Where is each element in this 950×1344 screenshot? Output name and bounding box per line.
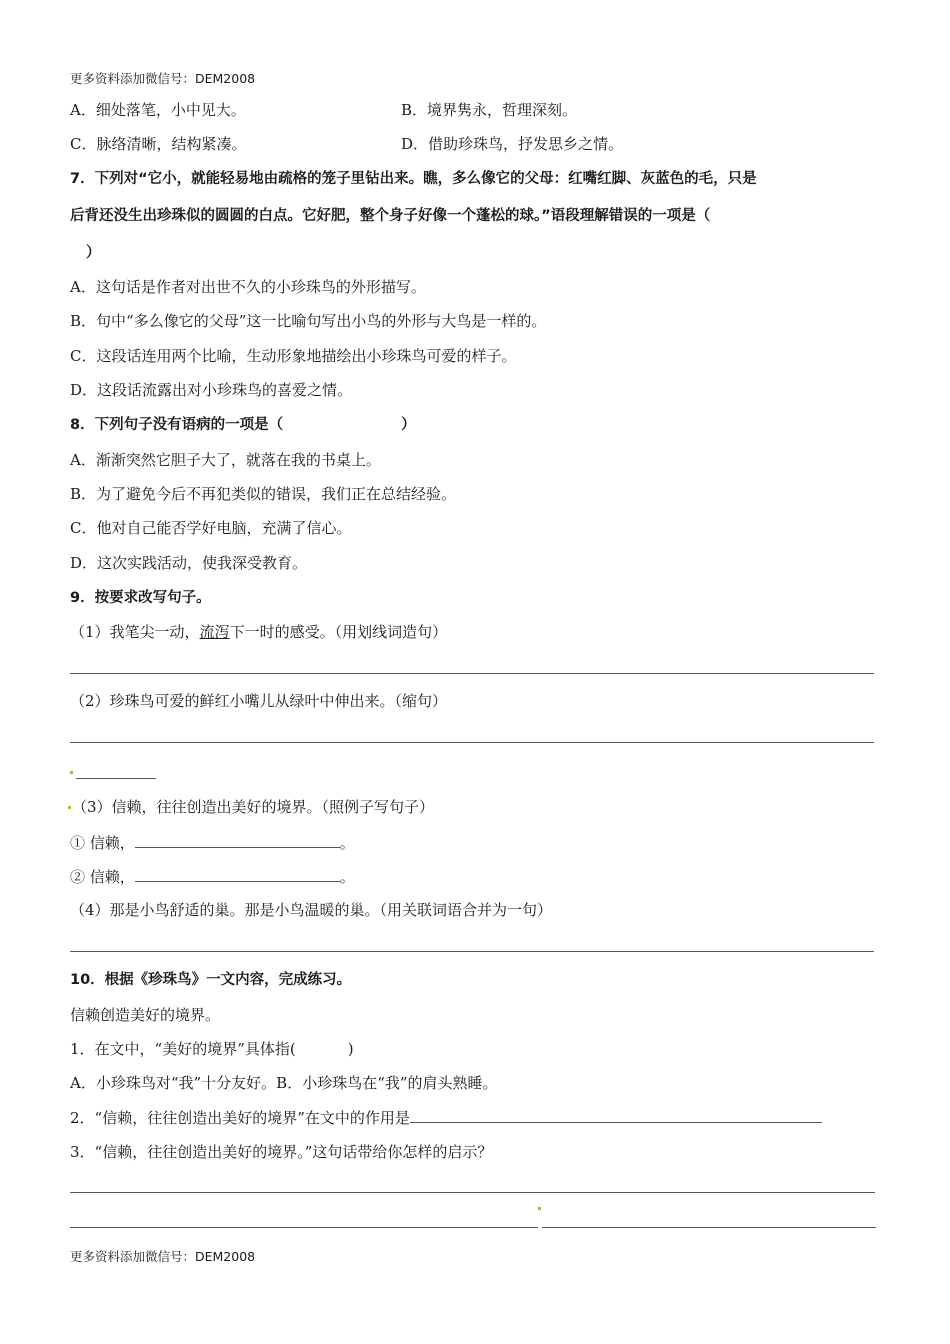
marker-dot	[538, 1207, 541, 1210]
q9-s3-a-period: 。	[339, 834, 355, 852]
q8-stem	[70, 415, 416, 435]
q10-stem: 10．根据《珍珠鸟》一文内容，完成练习。	[70, 972, 352, 988]
short-rule	[76, 778, 156, 779]
q7-stem-line2: 后背还没生出珍珠似的圆圆的白点。它好肥，整个身子好像一个蓬松的球。”语段理解错误的一项是（	[70, 208, 711, 224]
page-footer: 更多资料添加微信号：DEM2008	[70, 1249, 256, 1264]
q9-s1-underlined-word: 流泻	[199, 623, 230, 641]
q10-i1-text: 1．在文中，“美好的境界”具体指(	[70, 1040, 296, 1058]
q6-option-b: B．境界隽永，哲理深刻。	[401, 101, 578, 119]
q10-item-1-options: A．小珍珠鸟对“我”十分友好。B．小珍珠鸟在“我”的肩头熟睡。	[70, 1074, 498, 1092]
q8-option-d: D．这次实践活动，使我深受教育。	[70, 554, 308, 572]
q7-option-c: C．这段话连用两个比喻，生动形象地描绘出小珍珠鸟可爱的样子。	[70, 347, 517, 365]
q10-i3-answer-line-1[interactable]	[70, 1192, 875, 1193]
q9-s3-item-1	[70, 832, 355, 853]
q6-option-c: C．脉络清晰，结构紧凑。	[70, 135, 247, 153]
q10-i3-answer-line-2b[interactable]	[542, 1227, 876, 1228]
q7-option-b: B．句中“多么像它的父母”这一比喻句写出小鸟的外形与大鸟是一样的。	[70, 312, 547, 330]
q10-item-1	[70, 1039, 354, 1059]
q6-option-a: A．细处落笔，小中见大。	[70, 101, 246, 119]
q7-option-a: A．这句话是作者对出世不久的小珍珠鸟的外形描写。	[70, 278, 426, 296]
q7-option-d: D．这段话流露出对小珍珠鸟的喜爱之情。	[70, 381, 353, 399]
q9-sentence-3: （3）信赖，往往创造出美好的境界。（照例子写句子）	[72, 798, 435, 816]
q9-s2-answer-line[interactable]	[70, 742, 874, 743]
q10-item-2	[70, 1107, 822, 1128]
q9-s1-post: 下一时的感受。（用划线词造句）	[229, 623, 448, 641]
q10-intro: 信赖创造美好的境界。	[70, 1006, 221, 1024]
marker-dot	[68, 806, 71, 809]
q9-s3-item-2	[70, 866, 355, 887]
q8-option-c: C．他对自己能否学好电脑，充满了信心。	[70, 519, 352, 537]
marker-dot	[70, 771, 73, 774]
q9-s1-pre: （1）我笔尖一动，	[70, 623, 200, 641]
q8-stem-close: ）	[401, 417, 416, 433]
q9-stem: 9．按要求改写句子。	[70, 590, 211, 606]
q10-item-3: 3．“信赖，往往创造出美好的境界。”这句话带给你怎样的启示？	[70, 1143, 493, 1161]
q6-option-d: D．借助珍珠鸟，抒发思乡之情。	[401, 135, 624, 153]
q10-i3-answer-line-2a[interactable]	[70, 1227, 538, 1228]
q9-sentence-4: （4）那是小鸟舒适的巢。那是小鸟温暖的巢。（用关联词语合并为一句）	[70, 901, 553, 919]
q8-option-a: A．渐渐突然它胆子大了，就落在我的书桌上。	[70, 451, 381, 469]
q9-sentence-1	[70, 622, 447, 642]
q7-stem-line3: ）	[86, 245, 101, 261]
q8-option-b: B．为了避免今后不再犯类似的错误，我们正在总结经验。	[70, 485, 457, 503]
q9-s3-a-label: ① 信赖，	[70, 834, 135, 852]
q9-s3-b-blank[interactable]	[135, 866, 340, 882]
q10-i2-blank[interactable]	[410, 1107, 822, 1123]
q9-s3-b-period: 。	[339, 868, 355, 886]
q9-sentence-2: （2）珍珠鸟可爱的鲜红小嘴儿从绿叶中伸出来。（缩句）	[70, 692, 448, 710]
q8-stem-text: 8．下列句子没有语病的一项是（	[70, 417, 284, 433]
q9-s1-answer-line[interactable]	[70, 673, 874, 674]
q9-s3-b-label: ② 信赖，	[70, 868, 135, 886]
page-header: 更多资料添加微信号：DEM2008	[70, 71, 256, 86]
q10-i1-close: )	[347, 1040, 354, 1058]
q9-s3-a-blank[interactable]	[135, 832, 340, 848]
q9-s4-answer-line[interactable]	[70, 951, 874, 952]
q10-i2-text: 2．“信赖，往往创造出美好的境界”在文中的作用是	[70, 1109, 410, 1127]
q7-stem-line1: 7．下列对“它小，就能轻易地由疏格的笼子里钻出来。瞧，多么像它的父母：红嘴红脚、灰蓝色的毛，只是	[70, 171, 757, 187]
